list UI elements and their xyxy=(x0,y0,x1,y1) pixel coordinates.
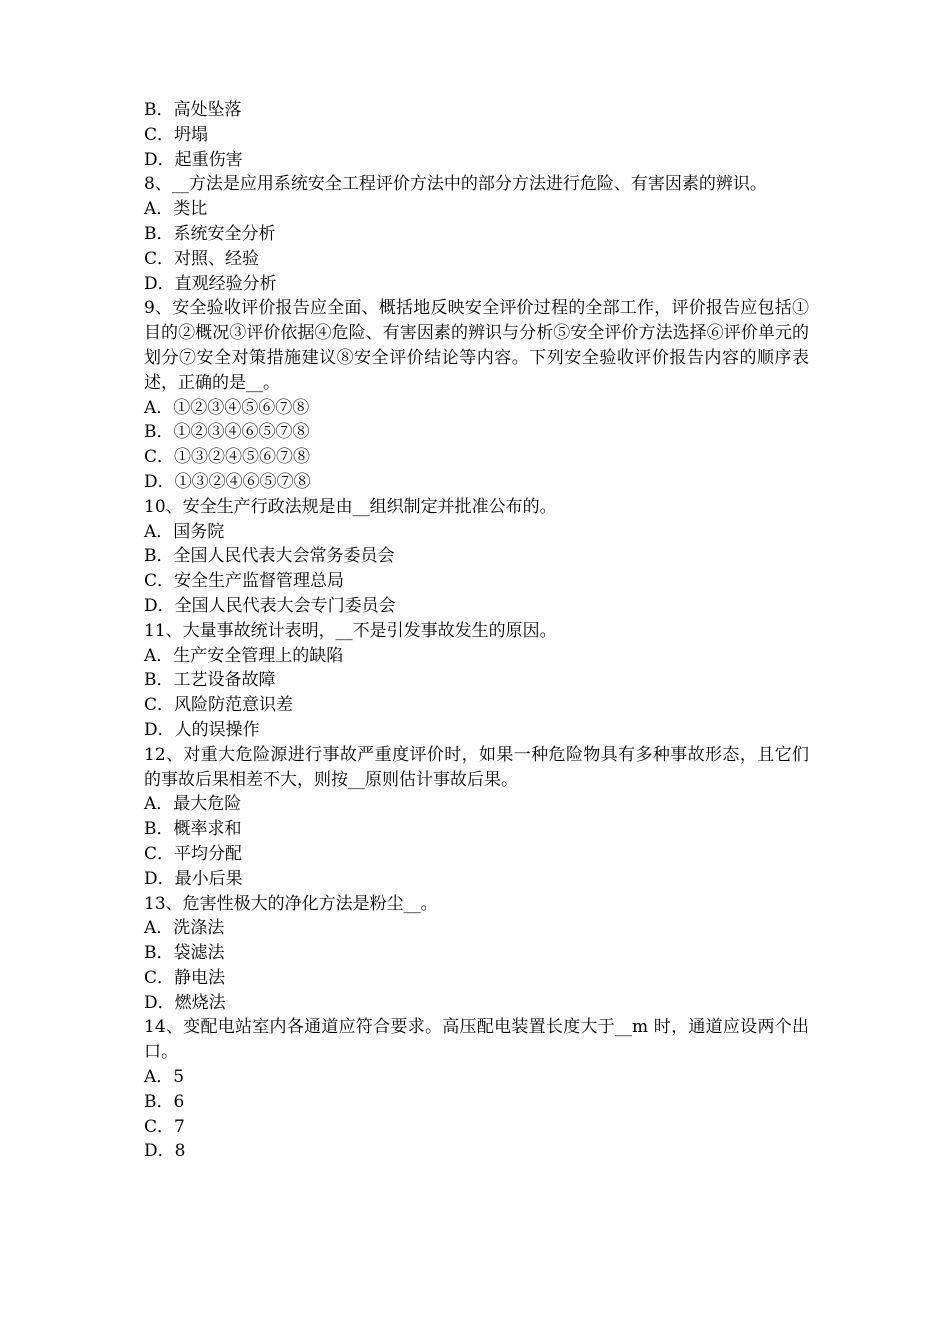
answer-option: B．高处坠落 xyxy=(144,100,242,120)
answer-option: A．5 xyxy=(144,1067,185,1088)
answer-option: C．①③②④⑤⑥⑦⑧ xyxy=(144,447,311,468)
answer-option: A．国务院 xyxy=(144,521,225,542)
question-line: 14、变配电站室内各通道应符合要求。高压配电装置长度大于__m 时，通道应设两个出口。 xyxy=(144,1017,809,1063)
answer-option: C．安全生产监督管理总局 xyxy=(144,571,345,592)
question-text xyxy=(144,1015,809,1065)
document-page xyxy=(144,98,809,1164)
answer-option: A．最大危险 xyxy=(144,794,242,815)
answer-option: D．起重伤害 xyxy=(144,149,243,170)
question-text xyxy=(144,296,809,395)
answer-option: D．8 xyxy=(144,1141,186,1162)
answer-option: C．平均分配 xyxy=(144,843,243,864)
answer-option: C．坍塌 xyxy=(144,124,209,145)
question-line: 12、对重大危险源进行事故严重度评价时，如果一种危险物具有多种事故形态，且它们的事故后果相差不大，则按__原则估计事故后果。 xyxy=(144,744,809,790)
answer-option: D．最小后果 xyxy=(144,868,243,889)
question-line: 13、危害性极大的净化方法是粉尘__。 xyxy=(144,893,438,914)
answer-option: D．燃烧法 xyxy=(144,992,226,1013)
answer-option: D．①③②④⑥⑤⑦⑧ xyxy=(144,471,311,492)
answer-option: D．直观经验分析 xyxy=(144,273,277,294)
answer-option: B．工艺设备故障 xyxy=(144,670,276,691)
question-text xyxy=(144,743,809,793)
answer-option: B．全国人民代表大会常务委员会 xyxy=(144,546,395,567)
answer-option: D．人的误操作 xyxy=(144,719,260,740)
answer-option: A．①②③④⑤⑥⑦⑧ xyxy=(144,397,310,418)
answer-option: A．类比 xyxy=(144,199,208,220)
answer-option: C．风险防范意识差 xyxy=(144,695,294,716)
answer-option: C．对照、经验 xyxy=(144,248,260,269)
question-text xyxy=(144,892,809,917)
question-line: 10、安全生产行政法规是由__组织制定并批准公布的。 xyxy=(144,496,557,517)
answer-option: A．洗涤法 xyxy=(144,918,225,939)
answer-option: A．生产安全管理上的缺陷 xyxy=(144,645,344,666)
question-text xyxy=(144,619,809,644)
answer-option: D．全国人民代表大会专门委员会 xyxy=(144,595,396,616)
question-text xyxy=(144,495,809,520)
question-text xyxy=(144,172,809,197)
question-line: 8、__方法是应用系统安全工程评价方法中的部分方法进行危险、有害因素的辨识。 xyxy=(144,174,767,195)
answer-option: B．①②③④⑥⑤⑦⑧ xyxy=(144,422,310,443)
answer-option: B．系统安全分析 xyxy=(144,223,276,244)
answer-option: B．6 xyxy=(144,1091,185,1112)
answer-option: C．7 xyxy=(144,1116,185,1137)
answer-option: B．袋滤法 xyxy=(144,943,225,964)
question-line: 9、安全验收评价报告应全面、概括地反映安全评价过程的全部工作，评价报告应包括①目的②概况③评价依据④危险、有害因素的辨识与分析⑤安全评价方法选择⑥评价单元的划分⑦安全对策措施建议⑧安全评价结论等内容。下列安全验收评价报告内容的顺序表述，正确的是__。 xyxy=(144,298,809,393)
answer-option: C．静电法 xyxy=(144,967,226,988)
answer-option: B．概率求和 xyxy=(144,819,242,840)
question-line: 11、大量事故统计表明，__不是引发事故发生的原因。 xyxy=(144,620,557,641)
